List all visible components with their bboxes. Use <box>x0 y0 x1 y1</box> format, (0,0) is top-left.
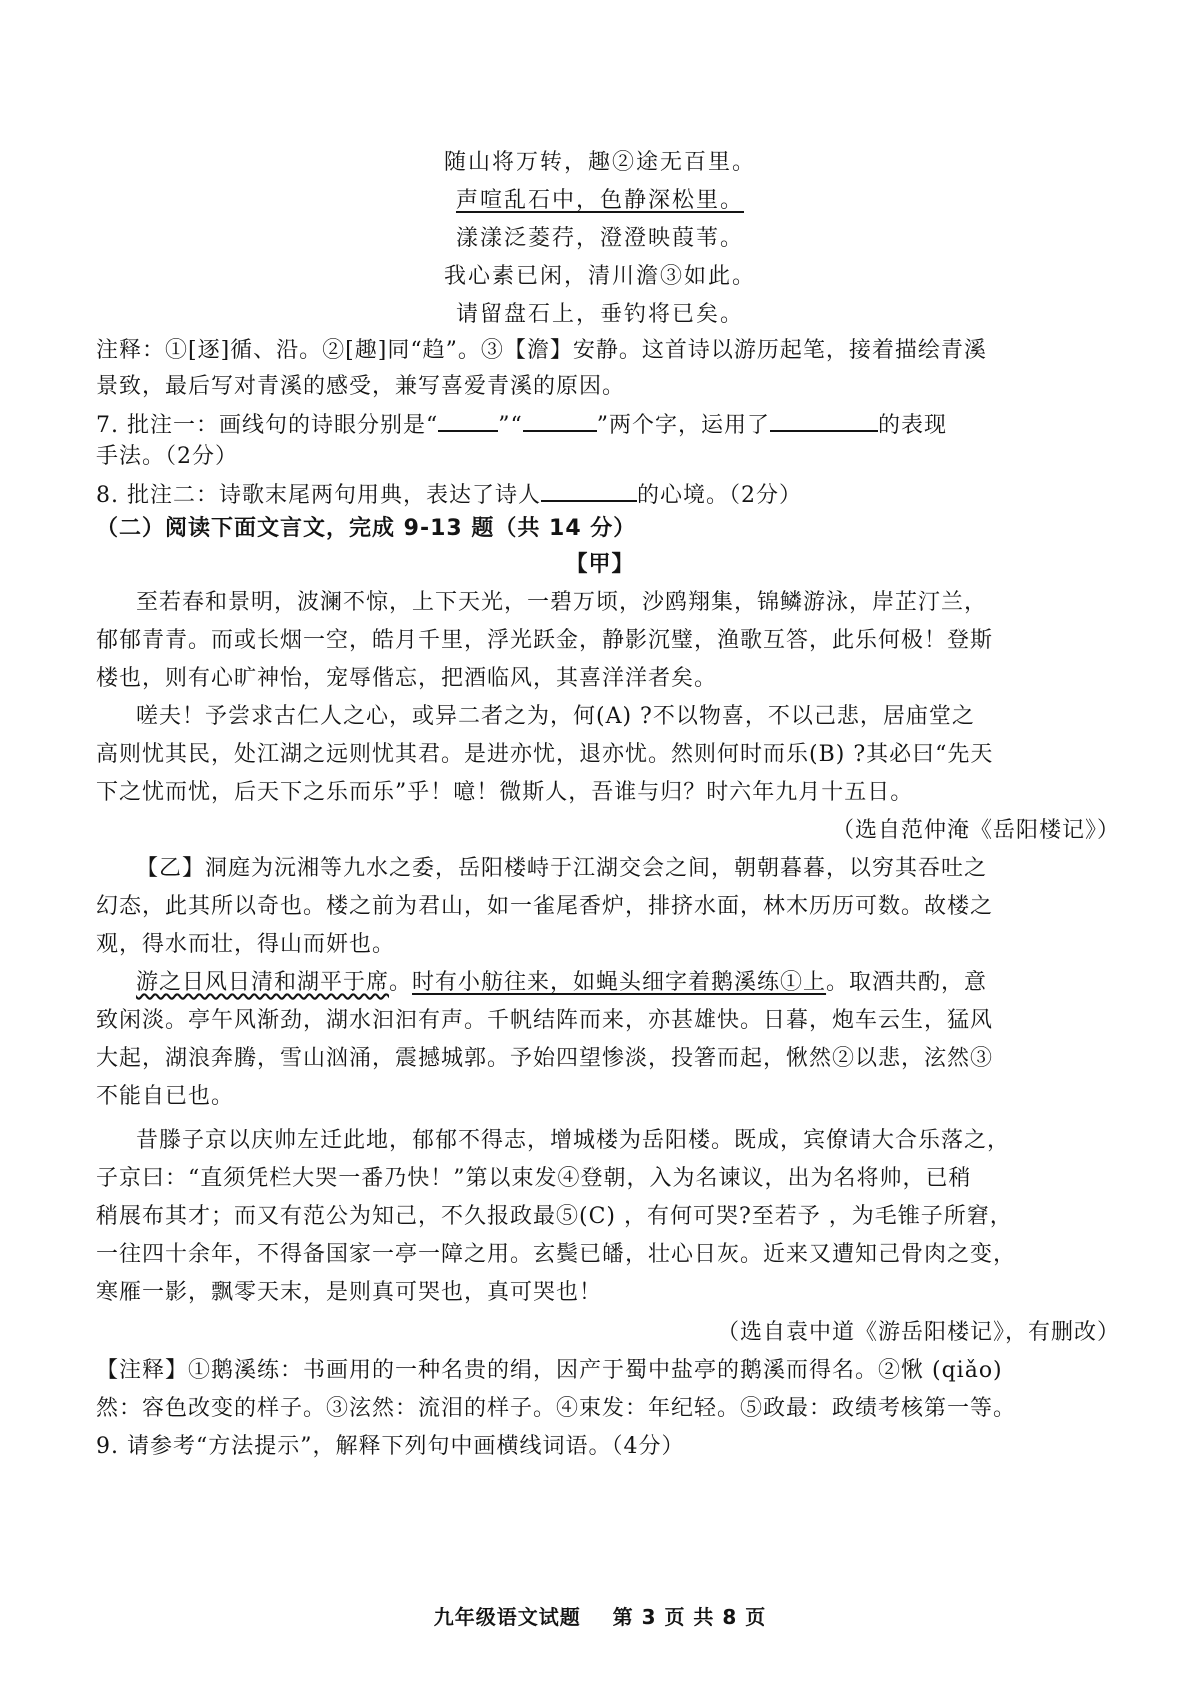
wavy-underlined-text: 游之日风日清和湖平于席 <box>136 970 390 995</box>
passage-line: 昔滕子京以庆帅左迁此地，郁郁不得志，增城楼为岳阳楼。既成，宾僚请大合乐落之， <box>136 1128 1011 1153</box>
annotation-cont: 然：容色改变的样子。③泫然：流泪的样子。④束发：年纪轻。⑤政最：政绩考核第一等。 <box>96 1396 1017 1421</box>
poem-line: 我心素已闲，清川澹③如此。 <box>443 264 756 289</box>
poem-line-underlined <box>0 186 1200 216</box>
answer-blank[interactable] <box>541 478 637 502</box>
passage-line: 幻态，此其所以奇也。楼之前为君山，如一雀尾香炉，排挤水面，林木历历可数。故楼之 <box>96 894 994 919</box>
poem-line: 随山将万转，趣②途无百里。 <box>443 150 756 175</box>
passage-line: 致闲淡。亭午风渐劲，湖水汩汩有声。千帆结阵而来，亦甚雄快。日暮，炮车云生，猛风 <box>96 1008 994 1033</box>
question-8: 8. 批注二：诗歌末尾两句用典，表达了诗人 的心境。（2分） <box>96 478 802 511</box>
poem-underlined-text: 声喧乱石中，色静深松里。 <box>455 188 744 213</box>
passage-line: 至若春和景明，波澜不惊，上下天光，一碧万顷，沙鸥翔集，锦鳞游泳，岸芷汀兰， <box>136 590 988 615</box>
question-7-cont: 手法。（2分） <box>96 444 238 469</box>
passage-line-marked: 游之日风日清和湖平于席。时有小舫往来，如蝇头细字着鹅溪练①上。取酒共酌，意 <box>136 970 988 995</box>
passage-line: 楼也，则有心旷神怡，宠辱偕忘，把酒临风，其喜洋洋者矣。 <box>96 666 718 691</box>
passage-line: 一往四十余年，不得备国家一亭一障之用。玄鬓已皤，壮心日灰。近来又遭知己骨肉之变， <box>96 1242 1017 1267</box>
poem-line: 漾漾泛菱荇，澄澄映葭苇。 <box>455 226 744 251</box>
passage-line: 观，得水而壮，得山而妍也。 <box>96 932 396 957</box>
poem-note: 注释：①[逐]循、沿。②[趣]同“趋”。③【澹】安静。这首诗以游历起笔，接着描绘青溪 <box>96 338 987 363</box>
page-footer: 九年级语文试题 第 3 页 共 8 页 <box>433 1605 767 1629</box>
passage-source: （选自袁中道《游岳阳楼记》，有删改） <box>716 1320 1120 1345</box>
passage-line: 嗟夫！予尝求古仁人之心，或异二者之为，何(A) ?不以物喜，不以己悲，居庙堂之 <box>136 704 975 729</box>
poem-line: 请留盘石上，垂钓将已矣。 <box>455 302 744 327</box>
passage-line: 郁郁青青。而或长烟一空，皓月千里，浮光跃金，静影沉璧，渔歌互答，此乐何极！登斯 <box>96 628 994 653</box>
passage-line: 子京曰：“直须凭栏大哭一番乃快！”第以束发④登朝，入为名谏议，出为名将帅，已稍 <box>96 1166 972 1191</box>
answer-blank[interactable] <box>523 408 597 432</box>
annotation: 【注释】①鹅溪练：书画用的一种名贵的绢，因产于蜀中盐亭的鹅溪而得名。②愀 (qiǎo) <box>96 1358 1003 1383</box>
passage-jia-heading: 【甲】 <box>565 552 635 577</box>
question-9: 9. 请参考“方法提示”，解释下列句中画横线词语。（4分） <box>96 1434 685 1459</box>
section-heading: （二）阅读下面文言文，完成 9-13 题（共 14 分） <box>96 516 637 541</box>
answer-blank[interactable] <box>770 408 878 432</box>
passage-line: 稍展布其才；而又有范公为知己，不久报政最⑤(C) ，有何可哭?至若予 ，为毛锥子所窘， <box>96 1204 1013 1229</box>
underlined-text: 时有小舫往来，如蝇头细字着鹅溪练①上 <box>412 970 827 995</box>
passage-line: 不能自已也。 <box>96 1084 235 1109</box>
answer-blank[interactable] <box>438 408 498 432</box>
passage-line: 寒雁一影，飘零天末，是则真可哭也，真可哭也！ <box>96 1280 603 1305</box>
passage-source: （选自范仲淹《岳阳楼记》） <box>831 818 1120 843</box>
passage-line: 下之忧而忧，后天下之乐而乐”乎！噫！微斯人，吾谁与归？时六年九月十五日。 <box>96 780 914 805</box>
passage-line: 高则忧其民，处江湖之远则忧其君。是进亦忧，退亦忧。然则何时而乐(B) ?其必曰“先天 <box>96 742 994 767</box>
passage-line: 大起，湖浪奔腾，雪山汹涌，震撼城郭。予始四望惨淡，投箸而起，愀然②以悲，泫然③ <box>96 1046 994 1071</box>
poem-note-cont: 景致，最后写对青溪的感受，兼写喜爱青溪的原因。 <box>96 374 626 399</box>
passage-line: 【乙】洞庭为沅湘等九水之委，岳阳楼峙于江湖交会之间，朝朝暮暮，以穷其吞吐之 <box>136 856 988 881</box>
question-7: 7. 批注一：画线句的诗眼分别是“ ”“ ”两个字，运用了 的表现 <box>96 408 947 441</box>
